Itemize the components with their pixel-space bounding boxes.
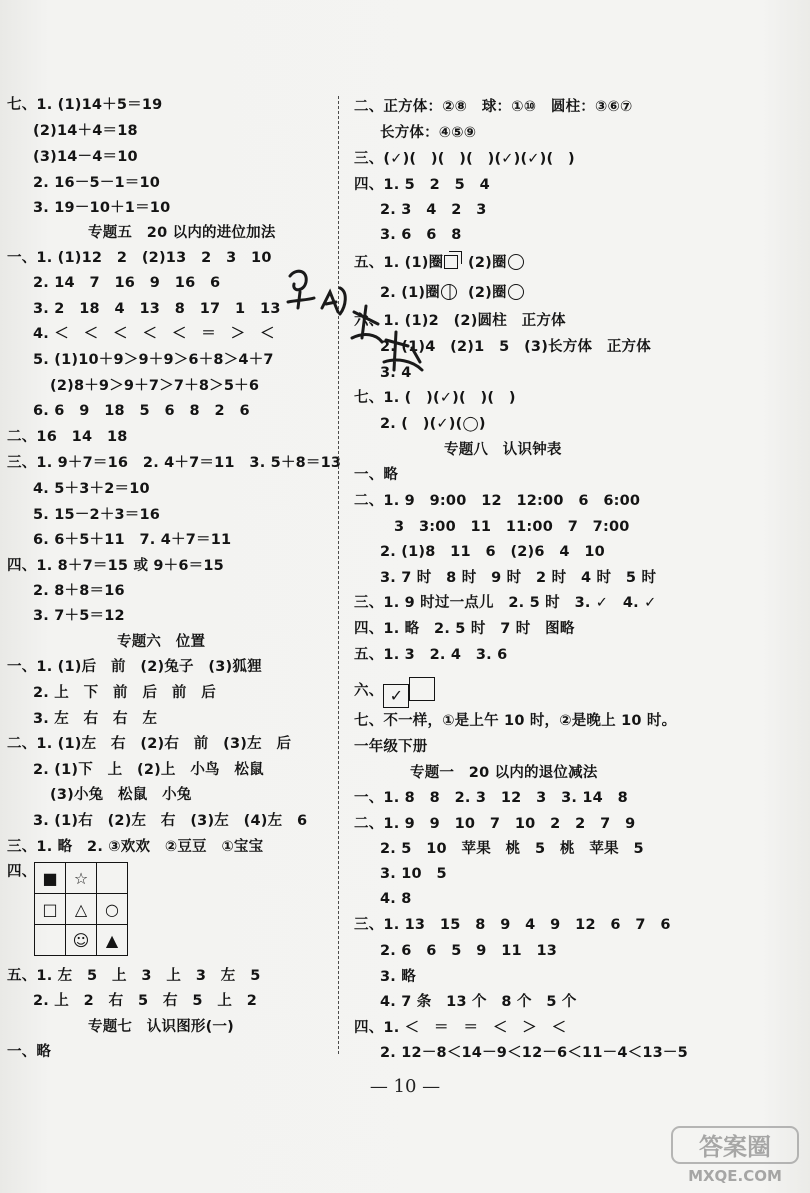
section-heading: 专题五 20 以内的进位加法 [88,225,276,241]
section-heading: 专题七 认识图形(一) [88,1019,234,1035]
right-line-5: 2. 3 4 2 3 [380,202,487,218]
right-line-11: 六、1. (1)2 (2)圆柱 正方体 [354,313,566,329]
right-line-17: 一、略 [354,467,399,483]
right-line-15: 2. ( )(✓)(◯) [380,416,486,432]
grid-cell: ■ [35,863,66,894]
grid-cell [97,863,128,894]
right-line-6: 3. 6 6 8 [380,227,462,243]
left-line-19: 四、1. 8＋7＝15 或 9＋6＝15 [7,558,224,574]
left-line-20: 2. 8＋8＝16 [33,583,125,599]
left-line-15: 三、1. 9＋7＝16 2. 4＋7＝11 3. 5＋8＝13 [7,455,342,471]
grid-cell [35,925,66,956]
left-line-10: 4. ＜ ＜ ＜ ＜ ＜ ＝ ＞ ＜ [33,326,275,342]
right-line-19: 3 3:00 11 11:00 7 7:00 [394,519,630,535]
left-line-5: 3. 19－10＋1＝10 [33,200,171,216]
right-line-8 [468,254,524,272]
handwritten-scribble [282,262,452,392]
grid-cell: ☆ [66,863,97,894]
left-line-31: 四、 [7,864,37,880]
left-line-27: 2. (1)下 上 (2)上 小鸟 松鼠 [33,762,264,778]
grid-cell: □ [35,894,66,925]
left-line-9: 3. 2 18 4 13 8 17 1 13 [33,301,281,317]
left-line-30: 三、1. 略 2. ③欢欢 ②豆豆 ①宝宝 [7,839,264,855]
empty-box [409,677,435,701]
left-line-26: 二、1. (1)左 右 (2)右 前 (3)左 后 [7,736,292,752]
right-line-12: 2. (1)4 (2)1 5 (3)长方体 正方体 [380,339,651,355]
section-heading: 专题一 20 以内的退位减法 [410,765,598,781]
left-line-13: 6. 6 9 18 5 6 8 2 6 [33,403,250,419]
right-line-18: 二、1. 9 9:00 12 12:00 6 6:00 [354,493,641,509]
position-grid [34,862,128,956]
left-line-16: 4. 5＋3＋2＝10 [33,481,150,497]
left-line-7: 一、1. (1)12 2 (2)13 2 3 10 [7,250,272,266]
sphere-icon [508,284,524,300]
left-line-18: 6. 6＋5＋11 7. 4＋7＝11 [33,532,232,548]
right-line-34: 三、1. 13 15 8 9 4 9 12 6 7 6 [354,917,671,933]
section-heading: 专题六 位置 [117,634,206,650]
column-divider [338,96,339,1054]
right-line-38: 四、1. ＜ ＝ ＝ ＜ ＞ ＜ [354,1020,567,1036]
right-line-30: 二、1. 9 9 10 7 10 2 2 7 9 [354,816,636,832]
left-line-8: 2. 14 7 16 9 16 6 [33,275,221,291]
svg-text:答案圈: 答案圈 [699,1133,771,1161]
right-line-20: 2. (1)8 11 6 (2)6 4 10 [380,544,605,560]
grid-cell: ☺ [66,925,97,956]
svg-text:MXQE.COM: MXQE.COM [688,1167,782,1185]
right-line-36: 3. 略 [380,969,416,985]
left-line-28: (3)小兔 松鼠 小兔 [50,787,192,803]
right-line-39: 2. 12－8＜14－9＜12－6＜11－4＜13－5 [380,1045,688,1061]
answer-text: 五、1. (1)圈 [354,255,444,271]
right-line-14: 七、1. ( )(✓)( )( ) [354,390,516,406]
answer-text: 六、 [354,683,384,699]
grade-heading: 一年级下册 [354,739,428,755]
answer-text: 2. (1)圈 [380,285,440,301]
left-line-35: 一、略 [7,1044,52,1060]
left-line-32: 五、1. 左 5 上 3 上 3 左 5 [7,968,261,984]
grid-cell: ▲ [97,925,128,956]
right-line-31: 2. 5 10 苹果 桃 5 桃 苹果 5 [380,841,644,857]
right-line-2: 长方体：④⑤⑨ [380,125,477,141]
right-line-29: 一、1. 8 8 2. 3 12 3 3. 14 8 [354,790,628,806]
answer-text: (2)圈 [468,285,507,301]
right-line-13: 3. 4 [380,365,412,381]
right-line-1: 二、正方体：②⑧ 球：①⑩ 圆柱：③⑥⑦ [354,99,633,115]
page-number: — 10 — [369,1076,441,1097]
right-line-21: 3. 7 时 8 时 9 时 2 时 4 时 5 时 [380,570,657,586]
sphere-icon [508,254,524,270]
right-line-33: 4. 8 [380,891,412,907]
right-line-25 [354,677,435,708]
left-line-12: (2)8＋9＞9＋7＞7＋8＞5＋6 [50,378,260,394]
left-line-33: 2. 上 2 右 5 右 5 上 2 [33,993,258,1009]
left-line-1: 七、1. (1)14＋5＝19 [7,97,163,113]
right-line-10 [468,284,524,302]
left-line-29: 3. (1)右 (2)左 右 (3)左 (4)左 6 [33,813,308,829]
left-line-4: 2. 16－5－1＝10 [33,175,161,191]
right-line-32: 3. 10 5 [380,866,447,882]
section-heading: 专题八 认识钟表 [444,442,562,458]
left-line-23: 一、1. (1)后 前 (2)兔子 (3)狐狸 [7,659,262,675]
right-line-35: 2. 6 6 5 9 11 13 [380,943,558,959]
check-box: ✓ [383,684,409,708]
right-line-4: 四、1. 5 2 5 4 [354,177,490,193]
site-watermark-logo [670,1125,800,1185]
left-line-17: 5. 15－2＋3＝16 [33,507,161,523]
right-line-37: 4. 7 条 13 个 8 个 5 个 [380,994,577,1010]
left-line-11: 5. (1)10＋9＞9＋9＞6＋8＞4＋7 [33,352,274,368]
left-line-3: (3)14－4＝10 [33,149,138,165]
left-line-25: 3. 左 右 右 左 [33,711,158,727]
right-line-3: 三、(✓)( )( )( )(✓)(✓)( ) [354,151,575,167]
right-line-23: 四、1. 略 2. 5 时 7 时 图略 [354,621,575,637]
left-line-24: 2. 上 下 前 后 前 后 [33,685,216,701]
right-line-24: 五、1. 3 2. 4 3. 6 [354,647,508,663]
grid-cell: ○ [97,894,128,925]
left-line-21: 3. 7＋5＝12 [33,608,125,624]
left-line-2: (2)14＋4＝18 [33,123,138,139]
right-line-22: 三、1. 9 时过一点儿 2. 5 时 3. ✓ 4. ✓ [354,595,657,611]
grid-cell: △ [66,894,97,925]
answer-text: (2)圈 [468,255,507,271]
right-line-26: 七、不一样，①是上午 10 时，②是晚上 10 时。 [354,713,677,729]
left-line-14: 二、16 14 18 [7,429,128,445]
